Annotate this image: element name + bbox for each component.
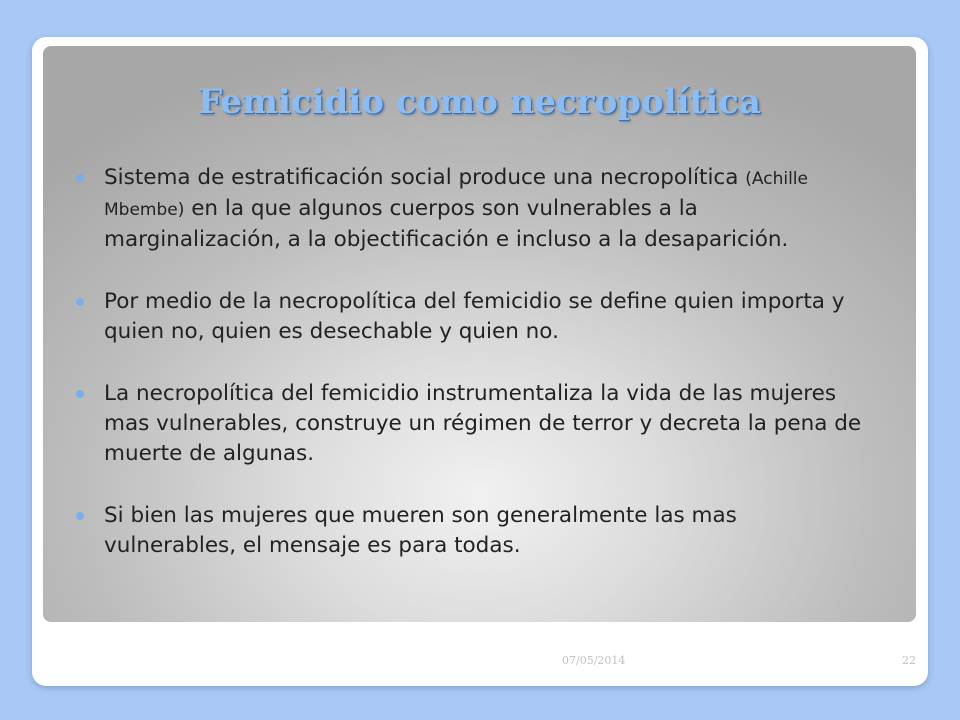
bullet-text: Si bien las mujeres que mueren son generalmente las mas vulnerables, el mensaje es para todas.: [104, 503, 737, 558]
bullet-item: [76, 379, 866, 469]
bullet-dot-icon: [76, 390, 84, 398]
bullet-text: Por medio de la necropolítica del femicidio se define quien importa y quien no, quien es desechable y quien no.: [104, 289, 845, 344]
bullet-dot-icon: [76, 512, 84, 520]
bullet-item: [76, 501, 866, 561]
bullet-dot-icon: [76, 298, 84, 306]
bullet-text: La necropolítica del femicidio instrumentaliza la vida de las mujeres mas vulnerables, construye un régimen de terror y decreta la pena de muerte de algunas.: [104, 381, 862, 466]
bullet-item: [76, 287, 866, 347]
bullet-item: [76, 163, 866, 255]
bullet-list: [76, 163, 866, 593]
slide-number: 22: [902, 654, 916, 667]
bullet-text: Sistema de estratificación social produce una necropolítica: [104, 165, 746, 190]
citation-text: (Achille Mbembe): [104, 169, 808, 220]
bullet-text: en la que algunos cuerpos son vulnerables a la marginalización, a la objectificación e incluso a la desaparición.: [104, 196, 789, 252]
footer-date: 07/05/2014: [562, 654, 626, 667]
slide-title: Femicidio como necropolítica: [198, 82, 761, 122]
bullet-dot-icon: [76, 174, 84, 182]
